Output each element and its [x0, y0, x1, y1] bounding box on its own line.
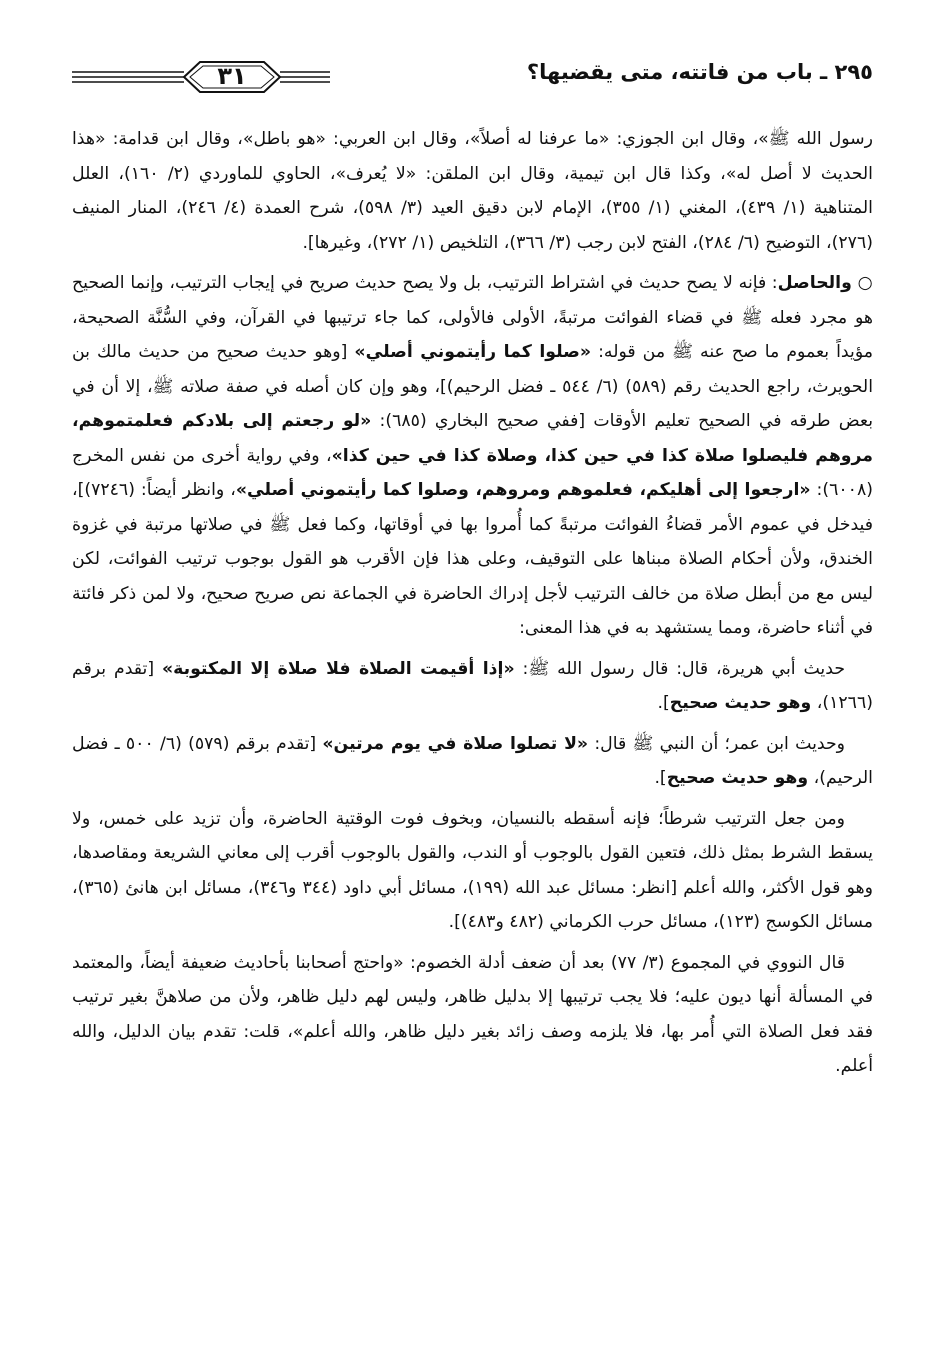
ornament-frame-icon — [72, 58, 332, 98]
bold-text: «لو رجعتم إلى بلادكم فعلمتموهم، مروهم فليصلوا صلاة كذا في حين كذا، وصلاة كذا في حين كذا» — [72, 411, 873, 466]
paragraph — [72, 802, 873, 940]
text-run: وحديث ابن عمر؛ أن النبي ﷺ قال: — [588, 733, 845, 754]
text-run: ]. — [657, 693, 670, 713]
text-run: ومن جعل الترتيب شرطاً؛ فإنه أسقطه بالنسيان، وبخوف فوت الوقتية الحاضرة، وأن تزيد على خمس، ولا يسقط الشرط بمثل ذلك، فتعين القول بالوجوب أو الندب، والقول بالوجوب أقرب إلى معاني الشريعة ومقاصدها، وهو قول الأكثر، والله أعلم [انظر: مسائل عبد الله (١٩٩)، مسائل أبي داود (٣٤٤ و٣٤٦)، مسائل ابن هانئ (٣٦٥)، مسائل الكوسج (١٢٣)، مسائل حرب الكرماني (٤٨٢ و٤٨٣)]. — [72, 808, 873, 932]
paragraph — [72, 946, 873, 1084]
page-header — [72, 56, 873, 98]
text-run: ]. — [654, 768, 667, 788]
text-run: ، وانظر أيضاً: (٧٢٤٦)]، فيدخل في عموم الأمر قضاءُ الفوائت مرتبةً كما أُمروا بها في أوقاتها، وكما فعل ﷺ في صلاتها مرتبة في غزوة الخندق، ولأن أحكام الصلاة مبناها على التوقيف، وعلى هذا فإن الأقرب هو القول بوجوب ترتيب الفوائت، لكن ليس مع من أبطل صلاة من خالف الترتيب لأجل إدراك الحاضرة في الجماعة نص صريح صحيح، ولا لمن ذكر فائتة في أثناء حاضرة، ومما يستشهد به في هذا المعنى: — [72, 480, 873, 638]
text-run: [وهو حديث صحيح من حديث مالك بن الحويرث، راجع الحديث رقم (٥٨٩) (٦/ ٥٤٤ ـ فضل الرحيم)]، وهو وإن كان أصله في صفة صلاته ﷺ، إلا أن في بعض طرقه في الصحيح تعليم الأوقات [ففي صحيح البخاري (٦٨٥): — [72, 342, 874, 431]
text-run: : فإنه لا يصح حديث في اشتراط الترتيب، بل ولا يصح حديث صريح في إيجاب الترتيب، وإنما الصحيح هو مجرد فعله ﷺ في قضاء الفوائت مرتبةً، الأولى فالأولى، كما جاء ترتيبها في القرآن، وفي السُّنَّة الصحيحة، مؤيداً بعموم ما صح عنه ﷺ من قوله: — [72, 273, 873, 362]
text-run: ○ — [851, 273, 873, 293]
text-run: [تقدم برقم (١٢٦٦)، — [72, 658, 873, 713]
bold-text: «إذا أقيمت الصلاة فلا صلاة إلا المكتوبة» — [161, 658, 515, 679]
bold-text: وهو حديث صحيح — [666, 768, 809, 788]
paragraph — [72, 727, 873, 796]
bold-text: «لا تصلوا صلاة في يوم مرتين» — [322, 733, 589, 754]
paragraph — [72, 122, 873, 260]
page-number: ٣١ — [217, 62, 247, 90]
chapter-title: ٢٩٥ ـ باب من فاتته، متى يقضيها؟ — [526, 60, 873, 84]
text-run: [تقدم برقم (٥٧٩) (٦/ ٥٠٠ ـ فضل الرحيم)، — [72, 733, 873, 788]
bold-text: «ارجعوا إلى أهليكم، فعلموهم ومروهم، وصلوا كما رأيتموني أصلي» — [235, 480, 811, 500]
text-run: حديث أبي هريرة، قال: قال رسول الله ﷺ: — [514, 658, 845, 679]
bold-text: وهو حديث صحيح — [669, 693, 812, 713]
body-text — [72, 122, 873, 1084]
text-run: رسول الله ﷺ»، وقال ابن الجوزي: «ما عرفنا له أصلاً»، وقال ابن العربي: «هو باطل»، وقال ابن قدامة: «هذا الحديث لا أصل له»، وكذا قال ابن تيمية، وقال ابن الملقن: «لا يُعرف»، الحاوي للماوردي (٢/ ١٦٠)، العلل المتناهية (١/ ٤٣٩)، المغني (١/ ٣٥٥)، الإمام لابن دقيق العيد (٣/ ٥٩٨)، شرح العمدة (٤/ ٢٤٦)، المنار المنيف (٢٧٦)، التوضيح (٦/ ٢٨٤)، الفتح لابن رجب (٣/ ٣٦٦)، التلخيص (١/ ٢٧٢)، وغيرها]. — [72, 129, 873, 253]
paragraph — [72, 652, 873, 721]
paragraph — [72, 266, 873, 646]
bold-text: والحاصل — [777, 273, 852, 293]
page-number-ornament — [72, 58, 332, 98]
text-run: قال النووي في المجموع (٣/ ٧٧) بعد أن ضعف أدلة الخصوم: «واحتج أصحابنا بأحاديث ضعيفة أيضاً، والمعتمد في المسألة أنها ديون عليه؛ فلا يجب ترتيبها إلا بدليل ظاهر، وليس لهم دليل ظاهر، ولأن من صلاهنَّ بغير ترتيب فقد فعل الصلاة التي أُمر بها، فلا يلزمه وصف زائد بغير دليل ظاهر، والله أعلم»، قلت: تقدم بيان الدليل، والله أعلم. — [72, 952, 873, 1076]
bold-text: «صلوا كما رأيتموني أصلي» — [354, 342, 592, 362]
text-run: ، وفي رواية أخرى من نفس المخرج (٦٠٠٨): — [72, 445, 873, 500]
